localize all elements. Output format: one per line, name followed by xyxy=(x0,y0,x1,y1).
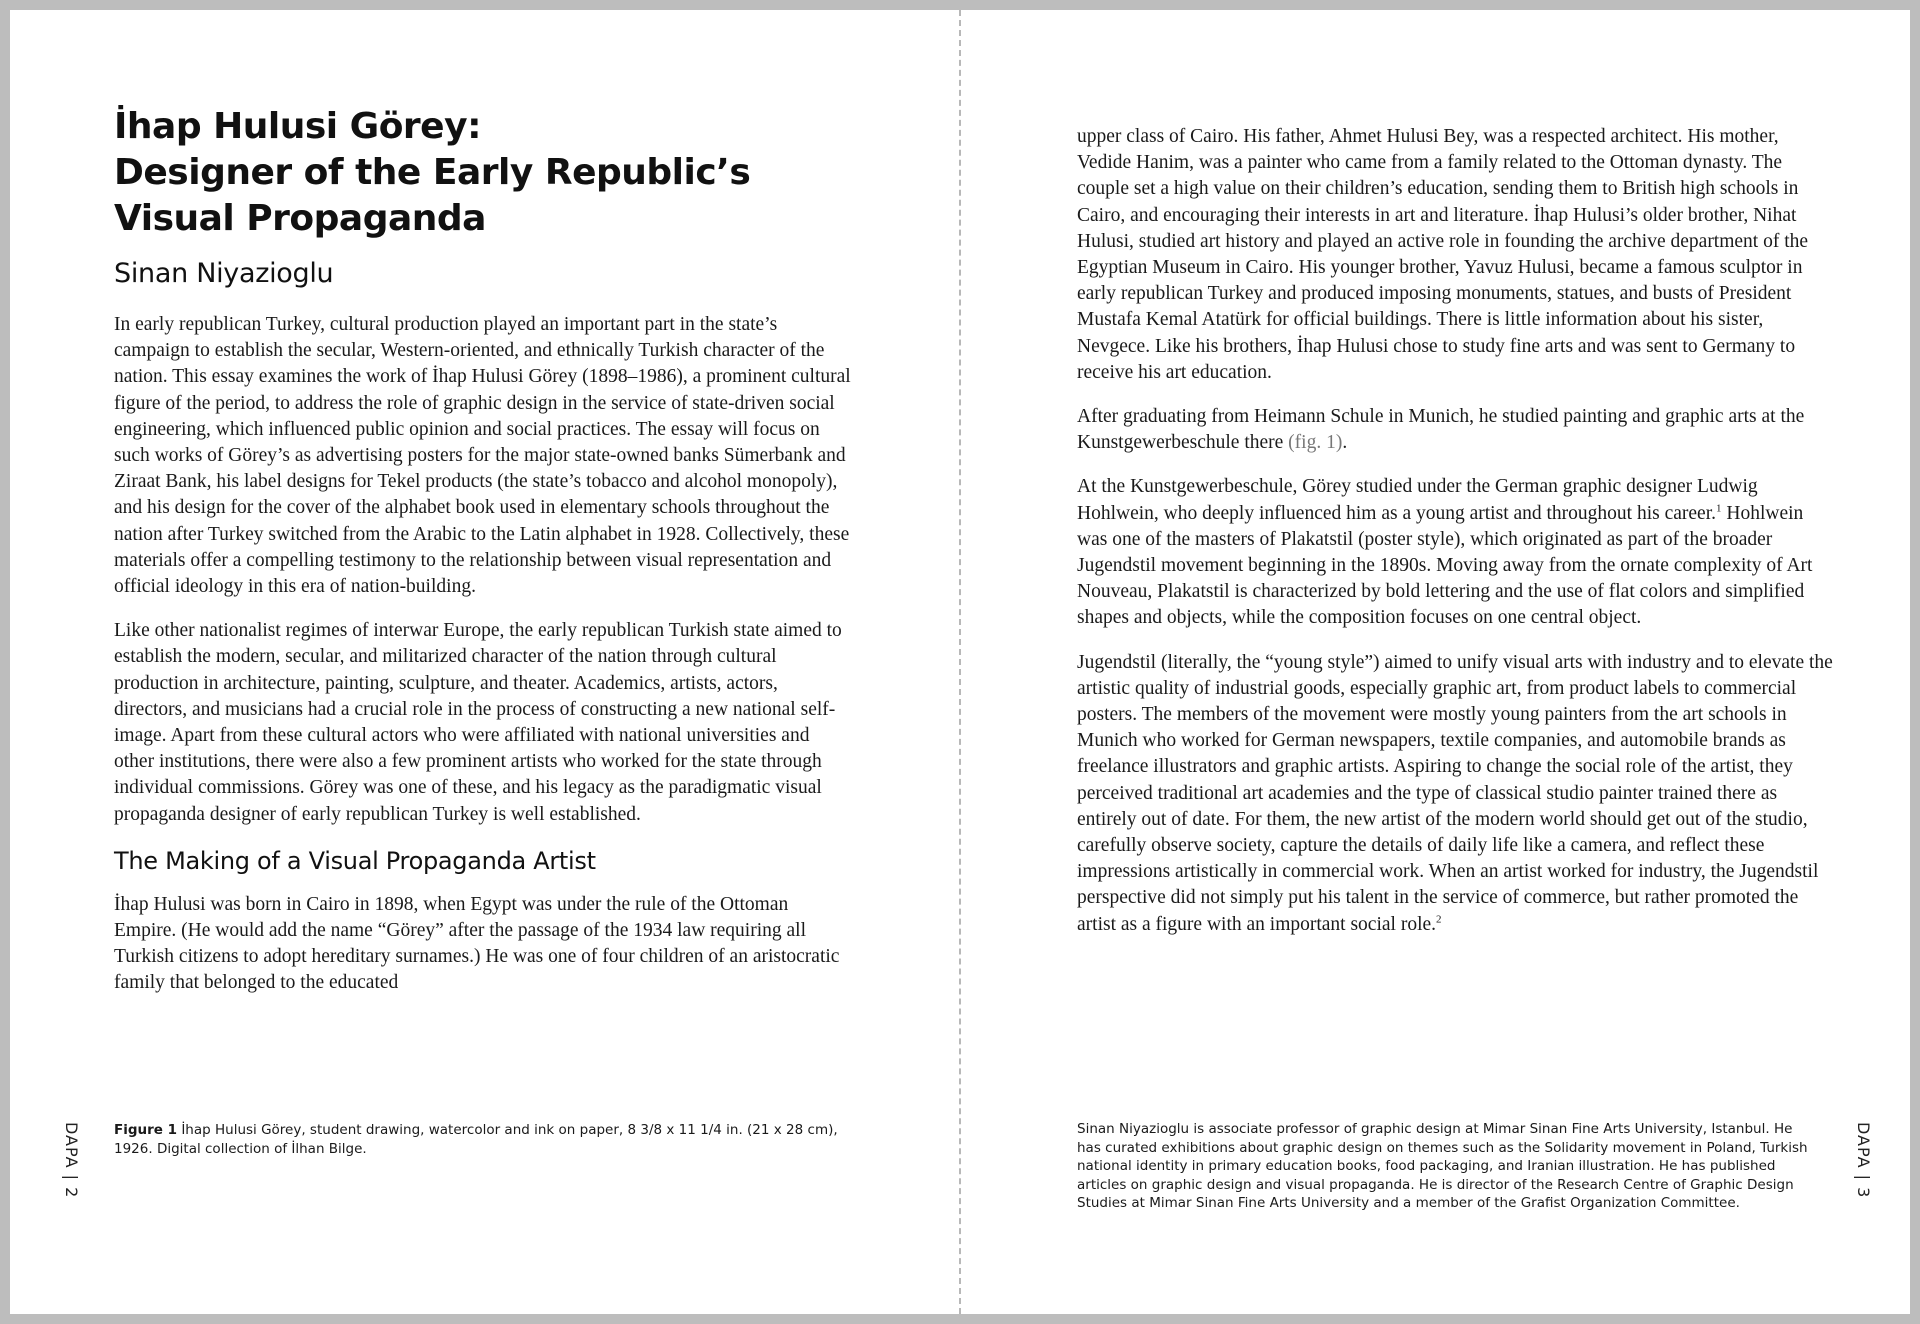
paragraph: İhap Hulusi was born in Cairo in 1898, when Egypt was under the rule of the Ottoman Empire. (He would add the name “Görey” after the passage of the 1934 law requiring all Turkish citizens to adopt hereditary surnames.) He was one of four children of an aristocratic family that belonged to the educated xyxy=(114,893,840,994)
caption-text: İhap Hulusi Görey, student drawing, watercolor and ink on paper, 8 3/8 x 11 1/4 in. (21 x 28 cm), 1926. Digital collection of İlhan Bilge. xyxy=(114,1122,838,1157)
right-body-text xyxy=(1077,124,1837,956)
title-line-3: Visual Propaganda xyxy=(114,198,486,239)
right-page xyxy=(961,10,1910,1314)
author-bio: Sinan Niyazioglu is associate professor of graphic design at Mimar Sinan Fine Arts University, Istanbul. He has curated exhibitions about graphic design on themes such as the Solidarity movement in Poland, Turkish national identity in primary education books, food packaging, and Iranian illustration. He has published articles on graphic design and visual propaganda. He is director of the Research Centre of Graphic Design Studies at Mimar Sinan Fine Arts University and a member of the Grafist Organization Committee. xyxy=(1077,1121,1808,1212)
page-number-left: DAPA | 2 xyxy=(62,1122,81,1199)
left-page xyxy=(10,10,959,1314)
paragraph xyxy=(1077,474,1837,631)
title-line-1: İhap Hulusi Görey: xyxy=(114,106,481,147)
left-body-text xyxy=(114,312,854,1015)
paragraph: Like other nationalist regimes of interwar Europe, the early republican Turkish state aimed to establish the modern, secular, and militarized character of the nation through cultural production in architecture, painting, sculpture, and theater. Academics, artists, actors, directors, and musicians had a crucial role in the process of constructing a new national self-image. Apart from these cultural actors who were affiliated with national universities and other institutions, there were also a few prominent artists who worked for the state through individual commissions. Görey was one of these, and his legacy as the paradigmatic visual propaganda designer of early republican Turkey is well established. xyxy=(114,620,842,825)
book-spread xyxy=(10,10,1910,1314)
caption-label: Figure 1 xyxy=(114,1122,178,1138)
footnote-marker[interactable]: 1 xyxy=(1716,502,1722,515)
paragraph xyxy=(1077,404,1837,456)
paragraph-text: . xyxy=(1342,432,1348,454)
paragraph-text: Hohlwein was one of the masters of Plakatstil (poster style), which originated as part of the broader Jugendstil movement beginning in the 1890s. Moving away from the ornate complexity of Art Nouveau, Plakatstil is characterized by bold lettering and the use of flat colors and simplified shapes and objects, while the composition focuses on one central object. xyxy=(1077,502,1813,629)
paragraph-text: At the Kunstgewerbeschule, Görey studied under the German graphic designer Ludwig Hohlwein, who deeply influenced him as a young artist and throughout his career. xyxy=(1077,476,1758,524)
paragraph: upper class of Cairo. His father, Ahmet Hulusi Bey, was a respected architect. His mother, Vedide Hanim, was a painter who came from a family related to the Ottoman dynasty. The couple set a high value on their children’s education, sending them to British high schools in Cairo, and encouraging their interests in art and literature. İhap Hulusi’s older brother, Nihat Hulusi, studied art history and played an active role in founding the archive department of the Egyptian Museum in Cairo. His younger brother, Yavuz Hulusi, became a famous sculptor in early republican Turkey and produced imposing monuments, statues, and busts of President Mustafa Kemal Atatürk for official buildings. There is little information about his sister, Nevgece. Like his brothers, İhap Hulusi chose to study fine arts and was sent to Germany to receive his art education. xyxy=(1077,126,1809,383)
section-heading: The Making of a Visual Propaganda Artist xyxy=(114,846,596,875)
article-title xyxy=(114,104,834,242)
figure-reference-link[interactable]: (fig. 1) xyxy=(1288,432,1343,454)
paragraph-text: Jugendstil (literally, the “young style”) aimed to unify visual arts with industry and to elevate the artistic quality of industrial goods, especially graphic art, from product labels to commercial posters. The members of the movement were mostly young painters from the art schools in Munich who worked for German newspapers, textile companies, and automobile brands as freelance illustrators and graphic artists. Aspiring to change the social role of the artist, they perceived traditional art academies and the type of classical studio painter trained there as entirely out of date. For them, the new artist of the modern world should get out of the studio, carefully observe society, capture the details of daily life like a camera, and reflect these impressions artistically in commercial work. When an artist worked for industry, the Jugendstil perspective did not simply put his talent in the service of commerce, but rather promoted the artist as a figure with an important social role. xyxy=(1077,651,1833,935)
paragraph xyxy=(1077,650,1837,938)
author-name: Sinan Niyazioglu xyxy=(114,258,334,289)
paragraph: In early republican Turkey, cultural production played an important part in the state’s campaign to establish the secular, Western-oriented, and ethnically Turkish character of the nation. This essay examines the work of İhap Hulusi Görey (1898–1986), a prominent cultural figure of the period, to address the role of graphic design in the service of state-driven social engineering, which influenced public opinion and social practices. The essay will focus on such works of Görey’s as advertising posters for the major state-owned banks Sümerbank and Ziraat Bank, his label designs for Tekel products (the state’s tobacco and alcohol monopoly), and his design for the cover of the alphabet book used in elementary schools throughout the nation after Turkey switched from the Arabic to the Latin alphabet in 1928. Collectively, these materials offer a compelling testimony to the relationship between visual representation and official ideology in this era of nation-building. xyxy=(114,314,851,598)
footnote-marker[interactable]: 2 xyxy=(1436,913,1442,926)
figure-caption xyxy=(114,1121,874,1159)
page-number-right: DAPA | 3 xyxy=(1854,1122,1873,1199)
paragraph-text: After graduating from Heimann Schule in Munich, he studied painting and graphic arts at the Kunstgewerbeschule there xyxy=(1077,406,1805,454)
title-line-2: Designer of the Early Republic’s xyxy=(114,152,751,193)
